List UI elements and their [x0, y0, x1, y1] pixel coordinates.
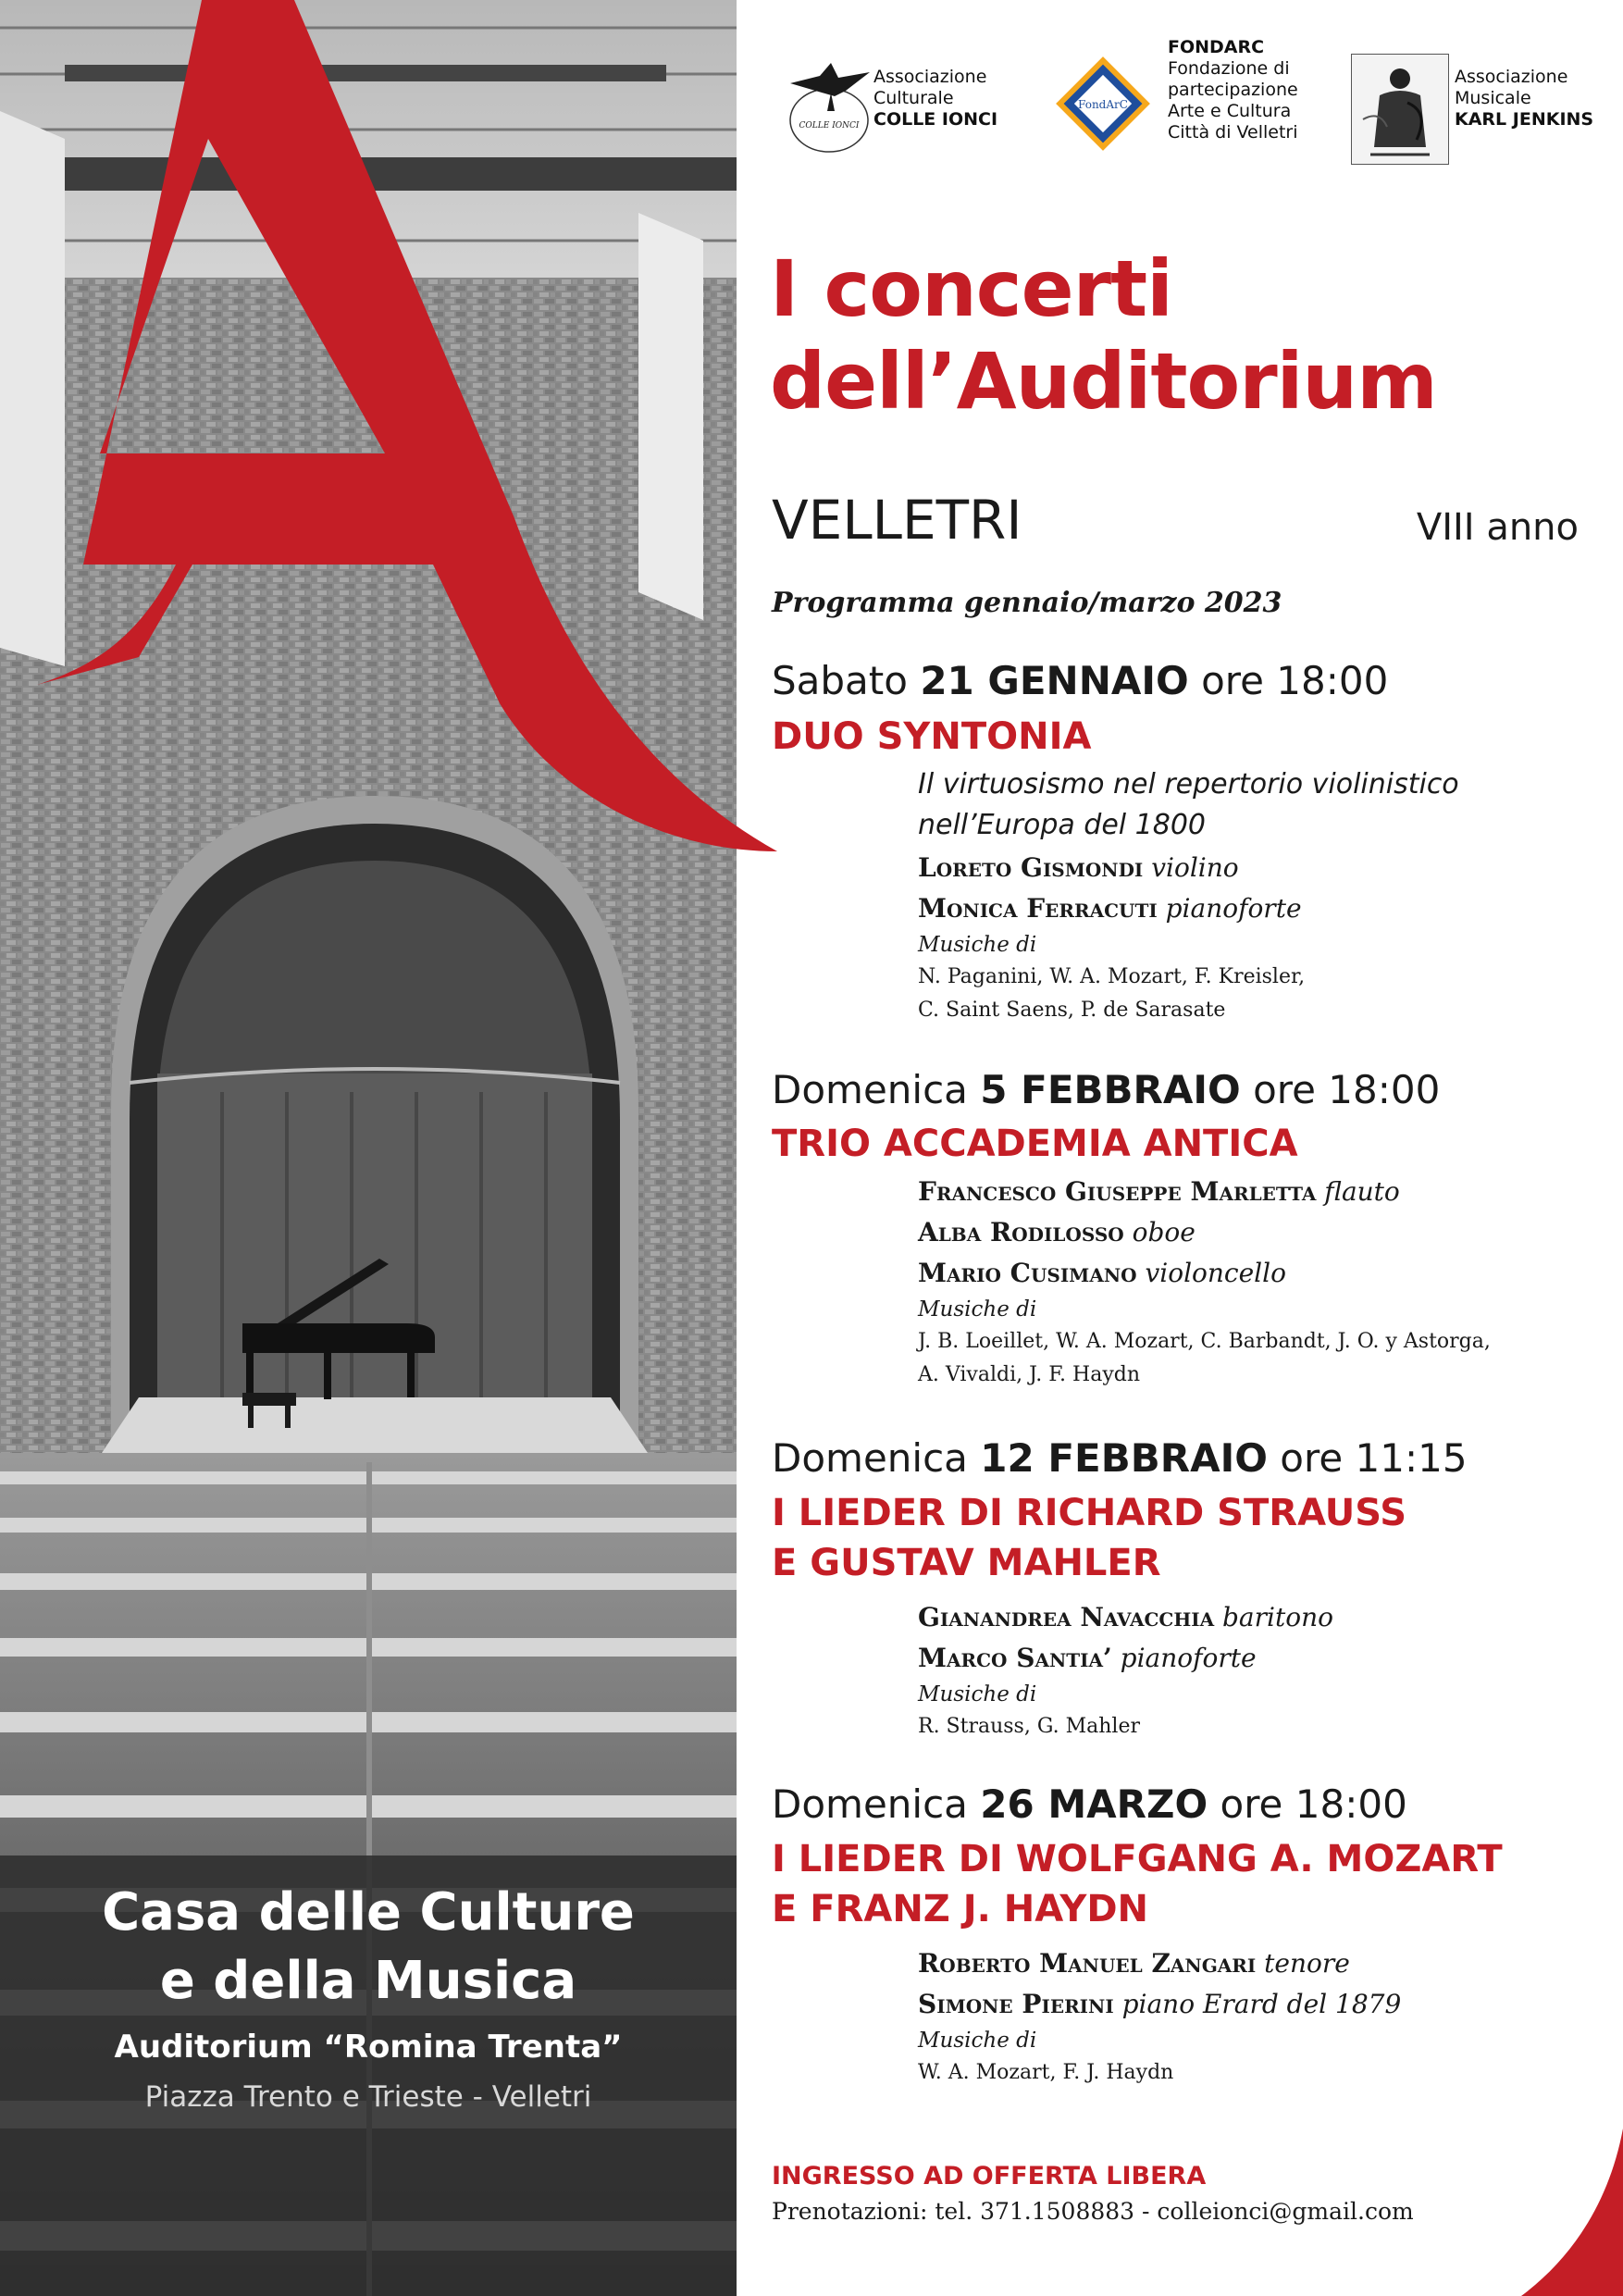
colle-ionci-label: [873, 67, 997, 130]
event-1-datetime: [772, 659, 1388, 703]
performer-role: violoncello: [1145, 1258, 1286, 1288]
performer-role: pianoforte: [1165, 893, 1302, 924]
performer-name: Simone Pierini: [918, 1989, 1114, 2019]
event-1-subtitle: [918, 764, 1459, 846]
composers-line: J. B. Loeillet, W. A. Mozart, C. Barbandt, J. O. y Astorga,: [918, 1330, 1491, 1353]
event-2-time: ore 18:00: [1253, 1067, 1441, 1112]
event-2-performers: [918, 1172, 1491, 1392]
event-3-title-line2: E GUSTAV MAHLER: [772, 1542, 1161, 1584]
composers-line: R. Strauss, G. Mahler: [918, 1715, 1140, 1738]
venue-name-line2: e della Musica: [159, 1951, 577, 2011]
logo3-line1: Associazione: [1455, 67, 1568, 87]
performer-name: Mario Cusimano: [918, 1258, 1137, 1288]
performer: [918, 1638, 1333, 1679]
event-3-title: [772, 1488, 1406, 1588]
performer: [918, 888, 1305, 929]
performer: [918, 848, 1305, 888]
event-4-title-line2: E FRANZ J. HAYDN: [772, 1888, 1148, 1930]
logo1-line2: Culturale: [873, 88, 954, 108]
colle-ionci-logo: [774, 56, 885, 157]
performer: [918, 1212, 1491, 1253]
karl-jenkins-logo: [1351, 54, 1449, 165]
fondarc-emblem-text: FondArC: [1078, 98, 1128, 111]
city-name: VELLETRI: [772, 489, 1022, 552]
performer-role: tenore: [1264, 1948, 1350, 1979]
performer-role: violino: [1151, 852, 1239, 883]
performer-name: Roberto Manuel Zangari: [918, 1948, 1257, 1979]
performer-name: Francesco Giuseppe Marletta: [918, 1176, 1317, 1207]
music-label: Musiche di: [918, 1682, 1037, 1706]
composers-line: C. Saint Saens, P. de Sarasate: [918, 999, 1226, 1022]
composers-line: W. A. Mozart, F. J. Haydn: [918, 2061, 1174, 2084]
logo3-bold: KARL JENKINS: [1455, 109, 1594, 130]
performer-name: Gianandrea Navacchia: [918, 1602, 1215, 1632]
musician-engraving-icon: [1352, 55, 1448, 164]
title-line2: dell’Auditorium: [770, 336, 1437, 427]
performer-role: baritono: [1222, 1602, 1333, 1632]
event-1-day: Sabato: [772, 658, 908, 703]
composers-line: N. Paganini, W. A. Mozart, F. Kreisler,: [918, 965, 1306, 988]
fondarc-logo: [1047, 48, 1158, 159]
logo1-line1: Associazione: [873, 67, 987, 87]
event-4-time: ore 18:00: [1220, 1781, 1407, 1827]
event-4-date: 26 MARZO: [980, 1781, 1208, 1827]
event-1-time: ore 18:00: [1201, 658, 1389, 703]
event-1-subtitle-line1: Il virtuosismo nel repertorio violinistico: [918, 768, 1459, 800]
music-label: Musiche di: [918, 933, 1037, 957]
edition-label: VIII anno: [1416, 506, 1579, 549]
event-1-date: 21 GENNAIO: [920, 658, 1189, 703]
performer-role: oboe: [1132, 1217, 1196, 1247]
music-label: Musiche di: [918, 2029, 1037, 2053]
booking-info: Prenotazioni: tel. 371.1508883 - colleionci@gmail.com: [772, 2198, 1414, 2225]
event-1-title: [772, 714, 1091, 759]
logo2-line4: Città di Velletri: [1168, 122, 1298, 143]
logo1-bold: COLLE IONCI: [873, 109, 998, 130]
event-3-day: Domenica: [772, 1435, 968, 1481]
performer-name: Marco Santia’: [918, 1643, 1112, 1673]
music-label: Musiche di: [918, 1297, 1037, 1322]
performer: [918, 1597, 1333, 1638]
logo2-line3: Arte e Cultura: [1168, 101, 1292, 121]
event-4-title-line1: I LIEDER DI WOLFGANG A. MOZART: [772, 1838, 1503, 1880]
karl-jenkins-label: [1455, 67, 1593, 130]
event-4-datetime: [772, 1782, 1407, 1827]
performer-name: Loreto Gismondi: [918, 852, 1144, 883]
program-period: Programma gennaio/marzo 2023: [772, 587, 1282, 619]
performer-role: pianoforte: [1120, 1643, 1257, 1673]
decorative-red-curve: [1392, 2128, 1623, 2296]
event-3-title-line1: I LIEDER DI RICHARD STRAUSS: [772, 1492, 1407, 1534]
eagle-emblem-icon: [774, 56, 885, 157]
event-2-day: Domenica: [772, 1067, 968, 1112]
page-title: [770, 242, 1437, 428]
event-3-performers: [918, 1597, 1333, 1744]
logo2-line1: Fondazione di: [1168, 58, 1290, 79]
performer: [918, 1253, 1491, 1294]
performer: [918, 1172, 1491, 1212]
fondarc-label: [1168, 37, 1298, 143]
event-4-title: [772, 1834, 1503, 1934]
performer: [918, 1943, 1401, 1984]
performer-role: piano Erard del 1879: [1121, 1989, 1402, 2019]
event-2-date: 5 FEBBRAIO: [980, 1067, 1241, 1112]
event-2-datetime: [772, 1068, 1440, 1112]
event-1-performers: [918, 848, 1305, 1027]
title-line1: I concerti: [770, 243, 1172, 334]
colle-ionci-emblem-text: COLLE IONCI: [799, 121, 860, 130]
event-1-title-line: DUO SYNTONIA: [772, 715, 1092, 758]
event-3-datetime: [772, 1436, 1468, 1481]
event-3-time: ore 11:15: [1280, 1435, 1468, 1481]
fondarc-badge-icon: [1047, 48, 1158, 159]
logo2-title: FONDARC: [1168, 37, 1265, 57]
performer-name: Monica Ferracuti: [918, 893, 1158, 924]
venue-name-line1: Casa delle Culture: [102, 1882, 635, 1942]
logo2-line2: partecipazione: [1168, 80, 1298, 100]
composers-line: A. Vivaldi, J. F. Haydn: [918, 1363, 1141, 1386]
logo3-line2: Musicale: [1455, 88, 1531, 108]
event-2-title: [772, 1122, 1298, 1166]
performer-role: flauto: [1324, 1176, 1400, 1207]
venue-address: Piazza Trento e Trieste - Velletri: [144, 2080, 592, 2114]
auditorium-name: Auditorium “Romina Trenta”: [114, 2029, 623, 2066]
entry-note: INGRESSO AD OFFERTA LIBERA: [772, 2162, 1207, 2191]
event-3-date: 12 FEBBRAIO: [980, 1435, 1268, 1481]
event-4-day: Domenica: [772, 1781, 968, 1827]
event-2-title-line: TRIO ACCADEMIA ANTICA: [772, 1123, 1298, 1165]
performer: [918, 1984, 1401, 2025]
event-4-performers: [918, 1943, 1401, 2090]
performer-name: Alba Rodilosso: [918, 1217, 1124, 1247]
venue-block: [0, 1879, 737, 2121]
event-1-subtitle-line2: nell’Europa del 1800: [918, 809, 1207, 841]
